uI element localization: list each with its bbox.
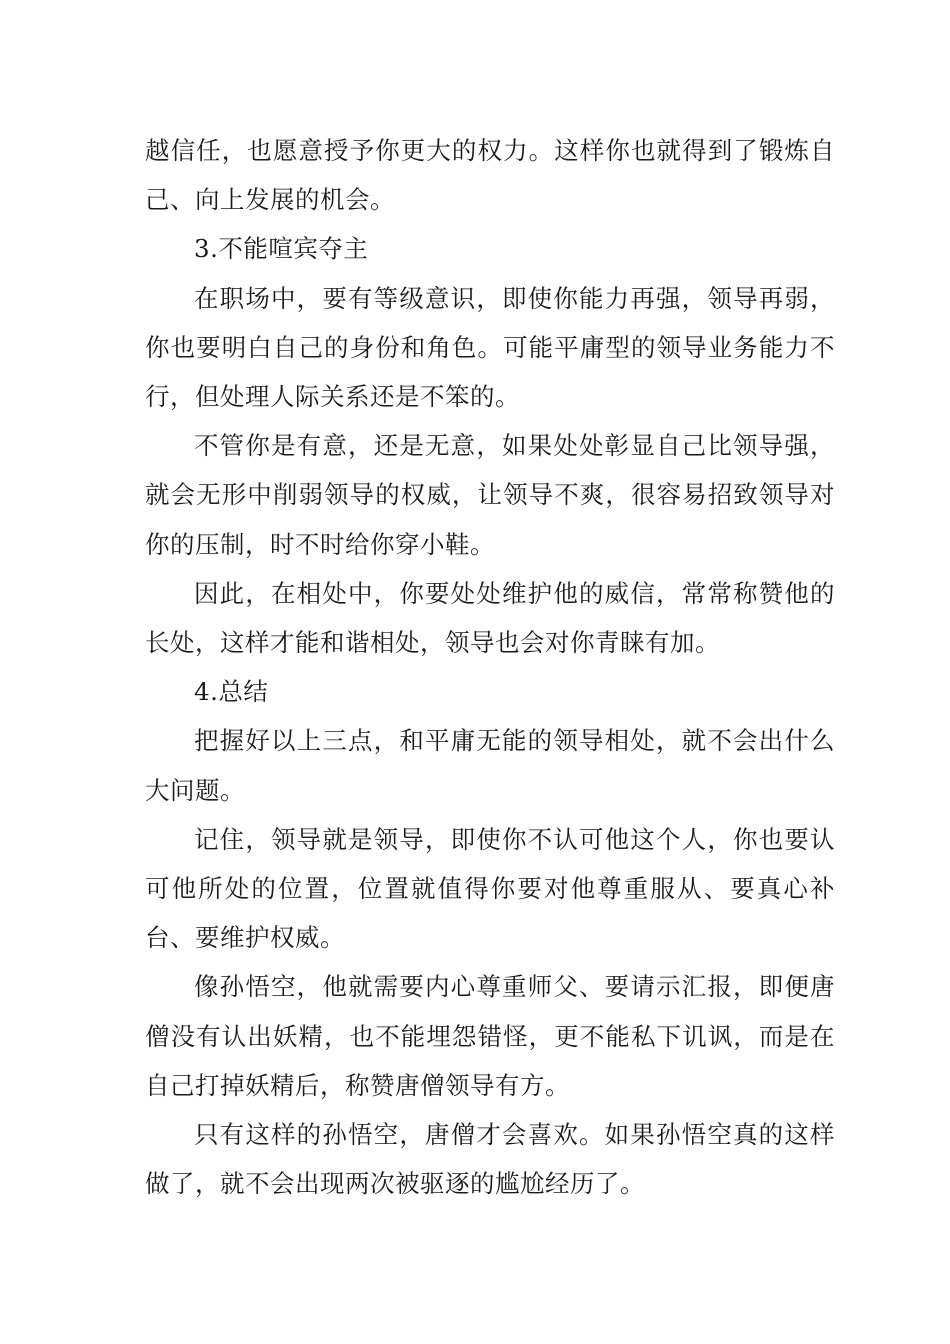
paragraph: 不管你是有意，还是无意，如果处处彰显自己比领导强，就会无形中削弱领导的权威，让领导不爽，很容易招致领导对你的压制，时不时给你穿小鞋。 [145,431,835,559]
document-body [145,126,835,1208]
section-heading-3: 3.不能喧宾夺主 [194,234,369,264]
paragraph: 因此，在相处中，你要处处维护他的威信，常常称赞他的长处，这样才能和谐相处，领导也会对你青睐有加。 [145,578,835,658]
section-heading-4: 4.总结 [194,677,269,707]
paragraph: 在职场中，要有等级意识，即使你能力再强，领导再弱，你也要明白自己的身份和角色。可能平庸型的领导业务能力不行，但处理人际关系还是不笨的。 [145,283,835,412]
paragraph-continued: 越信任，也愿意授予你更大的权力。这样你也就得到了锻炼自己、向上发展的机会。 [145,136,835,215]
paragraph: 把握好以上三点，和平庸无能的领导相处，就不会出什么大问题。 [145,726,835,805]
paragraph: 像孙悟空，他就需要内心尊重师父、要请示汇报，即便唐僧没有认出妖精，也不能埋怨错怪，更不能私下讥讽，而是在自己打掉妖精后，称赞唐僧领导有方。 [145,972,835,1100]
paragraph: 只有这样的孙悟空，唐僧才会喜欢。如果孙悟空真的这样做了，就不会出现两次被驱逐的尴尬经历了。 [145,1120,835,1199]
paragraph: 记住，领导就是领导，即使你不认可他这个人，你也要认可他所处的位置，位置就值得你要对他尊重服从、要真心补台、要维护权威。 [145,824,835,953]
